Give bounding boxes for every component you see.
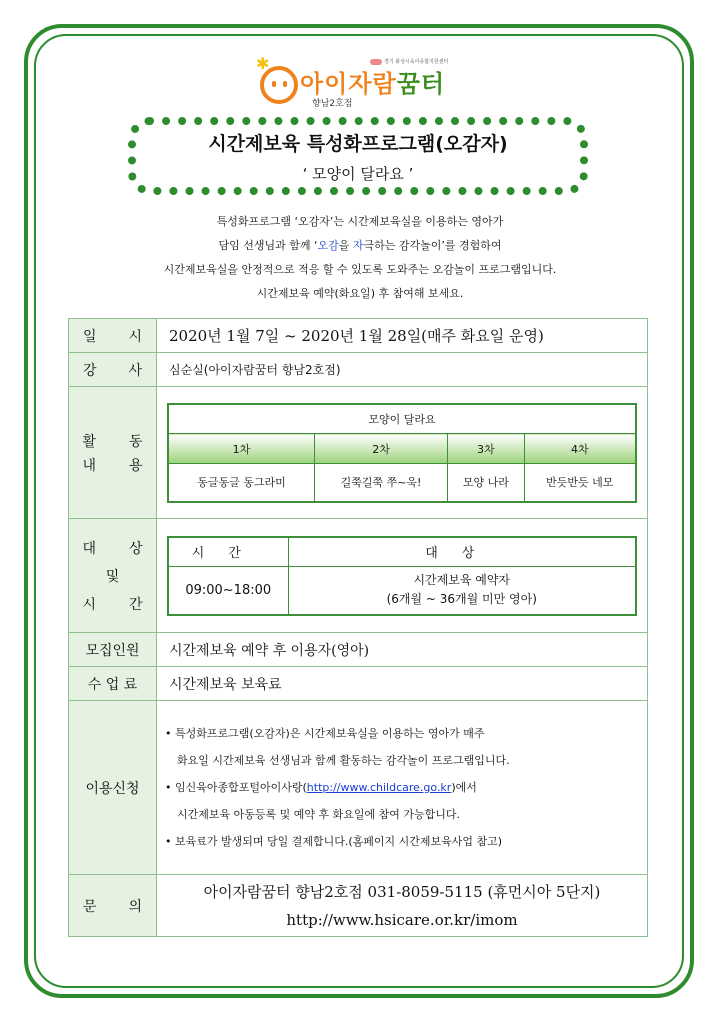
session-header: 4차 (524, 434, 636, 464)
page-title: 시간제보육 특성화프로그램(오감자) (208, 133, 508, 155)
session-content: 반듯반듯 네모 (524, 464, 636, 502)
fee-value: 시간제보육 보육료 (157, 667, 648, 701)
apply-note-1-cont: 화요일 시간제보육 선생님과 함께 활동하는 감각놀이 프로그램입니다. (177, 754, 510, 767)
recruit-value: 시간제보육 예약 후 이용자(영아) (157, 633, 648, 667)
inquiry-value (157, 875, 648, 937)
apply-label: 이용신청 (69, 701, 157, 875)
logo-branch: 향남2호점 (312, 99, 353, 109)
date-row (69, 319, 648, 353)
info-table (68, 318, 648, 937)
inquiry-contact: 아이자람꿈터 향남2호점 031-8059-5115 (휴먼시아 5단지) (203, 882, 601, 901)
inquiry-row (69, 875, 648, 937)
smile-face-icon (260, 66, 298, 104)
intro-text (60, 210, 660, 306)
apply-note-2-cont: 시간제보육 아동등록 및 예약 후 화요일에 참여 가능합니다. (177, 808, 460, 821)
recruit-label: 모집인원 (69, 633, 157, 667)
instructor-value: 심순실(아이자람꿈터 향남2호점) (157, 353, 648, 387)
schedule-target: 시간제보육 예약자 (6개월 ~ 36개월 미만 영아) (288, 567, 636, 615)
session-content: 길쭉길쭉 쭈~욱! (314, 464, 447, 502)
activity-cell (157, 387, 648, 519)
schedule-time-header: 시간 (168, 537, 288, 567)
center-logo (250, 54, 510, 114)
apply-row (69, 701, 648, 875)
activity-title: 모양이 달라요 (168, 404, 636, 434)
activity-label: 활 동 내 용 (69, 387, 157, 519)
inquiry-label: 문 의 (69, 875, 157, 937)
fee-row (69, 667, 648, 701)
date-label: 일 시 (69, 319, 157, 353)
session-header: 2차 (314, 434, 447, 464)
activity-session-row (168, 434, 636, 464)
schedule-table (167, 536, 637, 616)
intro-line-3: 시간제보육실을 안정적으로 적응 할 수 있도록 도와주는 오감놀이 프로그램입니다. (163, 263, 557, 276)
recruit-row (69, 633, 648, 667)
schedule-header-row (168, 537, 636, 567)
title-box (128, 117, 588, 195)
activity-content-row (168, 464, 636, 502)
apply-note-1: • 특성화프로그램(오감자)은 시간제보육실을 이용하는 영아가 매주 (165, 727, 485, 740)
childcare-link[interactable]: http://www.childcare.go.kr (306, 781, 452, 794)
activity-row (69, 387, 648, 519)
logo-subtitle: 경기 화성시육아종합지원센터 (370, 58, 448, 65)
star-icon: ✱ (256, 54, 270, 73)
activity-table (167, 403, 637, 503)
intro-line-2: 담임 선생님과 함께 ‘오감을 자극하는 감각놀이’를 경험하여 (218, 239, 502, 252)
logo-name: 아이자람꿈터 (300, 70, 446, 98)
fee-label: 수 업 료 (69, 667, 157, 701)
schedule-time: 09:00~18:00 (168, 567, 288, 615)
apply-note-2: • 임신육아종합포털아이사랑(http://www.childcare.go.kr)에서 (165, 781, 477, 794)
inquiry-url[interactable]: http://www.hsicare.or.kr/imom (286, 910, 518, 929)
intro-line-1: 특성화프로그램 ‘오감자’는 시간제보육실을 이용하는 영아가 (216, 215, 504, 228)
session-header: 1차 (168, 434, 314, 464)
apply-notes (157, 714, 647, 861)
page-subtitle: ‘ 모양이 달라요 ’ (302, 165, 414, 183)
instructor-label: 강 사 (69, 353, 157, 387)
apply-note-3: • 보육료가 발생되며 당일 결제합니다.(홈페이지 시간제보육사업 참고) (165, 835, 503, 848)
date-value: 2020년 1월 7일 ~ 2020년 1월 28일(매주 화요일 운영) (157, 319, 648, 353)
session-content: 모양 나라 (448, 464, 524, 502)
intro-line-4: 시간제보육 예약(화요일) 후 참여해 보세요. (256, 287, 464, 300)
target-label: 대 상 및 시 간 (69, 519, 157, 633)
schedule-target-header: 대상 (288, 537, 636, 567)
apply-cell (157, 701, 648, 875)
session-header: 3차 (448, 434, 524, 464)
target-row (69, 519, 648, 633)
target-cell (157, 519, 648, 633)
instructor-row (69, 353, 648, 387)
schedule-body-row (168, 567, 636, 615)
session-content: 동글동글 동그라미 (168, 464, 314, 502)
